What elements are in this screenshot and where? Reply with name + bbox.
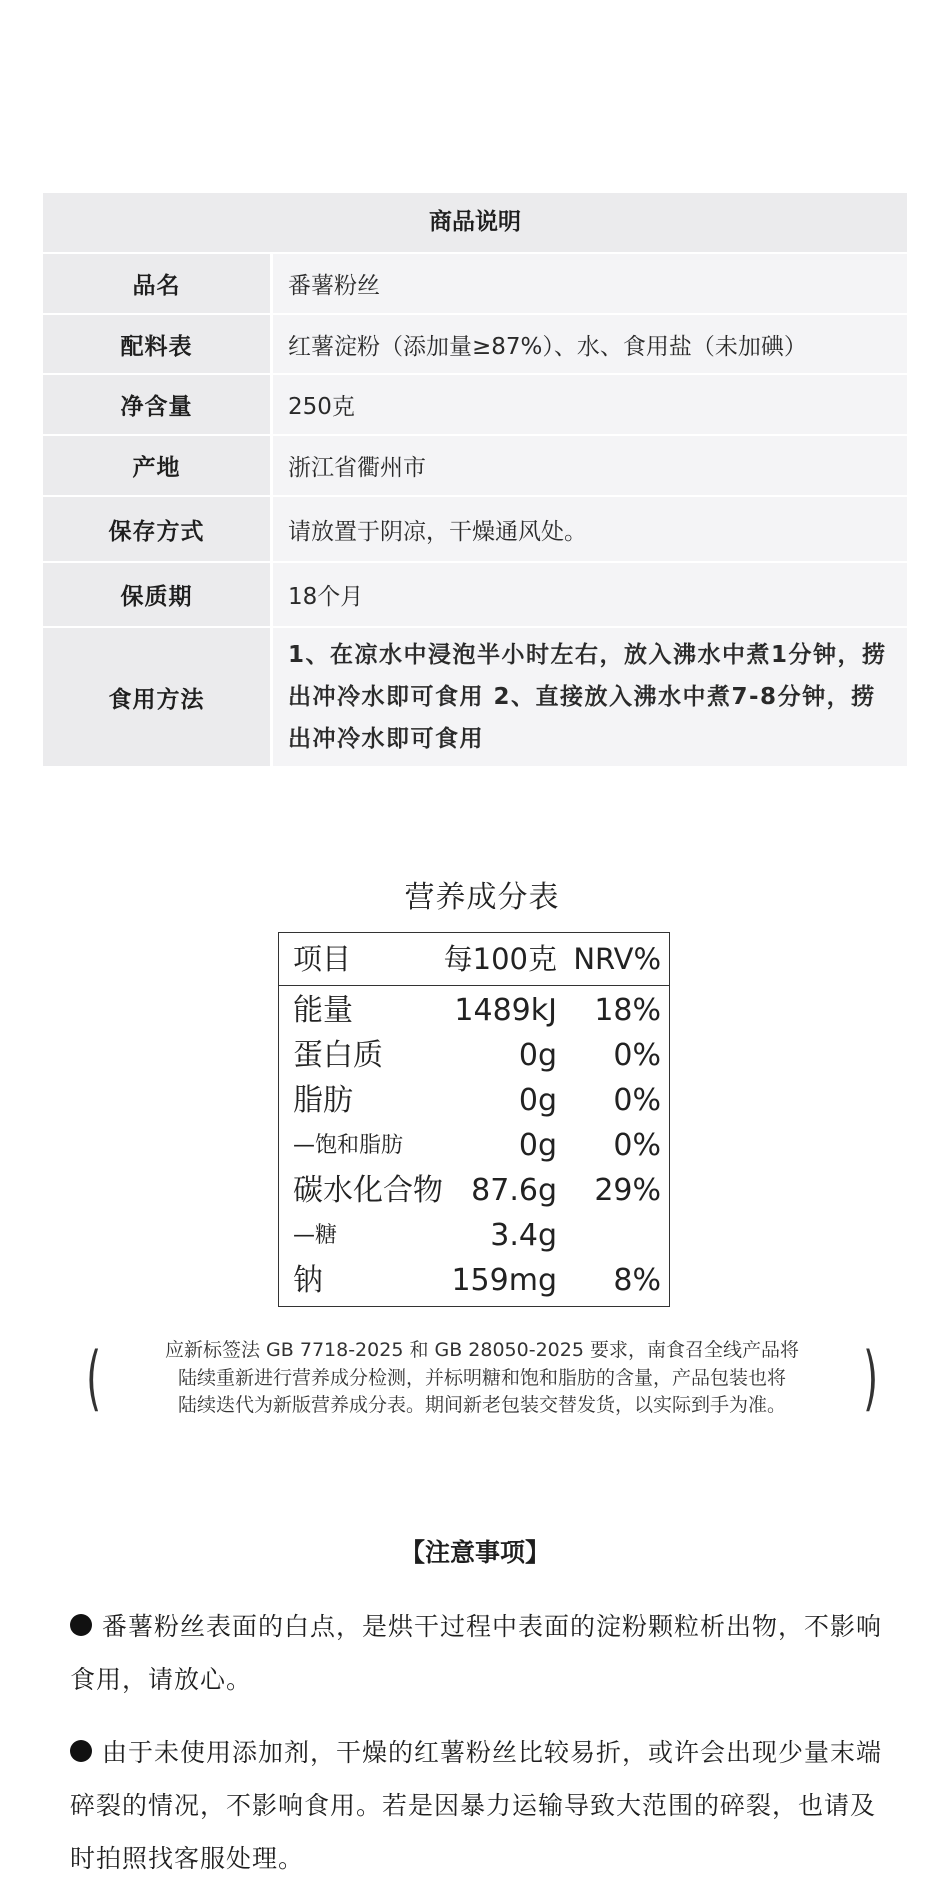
notice-line: 应新标签法 GB 7718-2025 和 GB 28050-2025 要求，南食召全线产品将 bbox=[165, 1339, 799, 1361]
caution-text: 由于未使用添加剂，干燥的红薯粉丝比较易折，或许会出现少量末端碎裂的情况，不影响食用。若是因暴力运输导致大范围的碎裂，也请及时拍照找客服处理。 bbox=[70, 1738, 883, 1873]
nutrition-row bbox=[279, 1033, 669, 1078]
row-value: 浙江省衢州市 bbox=[273, 436, 907, 495]
nutrient-nrv: 18% bbox=[594, 993, 661, 1028]
bullet-icon bbox=[70, 1614, 92, 1636]
table-row bbox=[43, 497, 907, 563]
notice-line: 陆续迭代为新版营养成分表。期间新老包装交替发货，以实际到手为准。 bbox=[177, 1394, 786, 1416]
table-row bbox=[43, 254, 907, 315]
column-header: 项目 bbox=[293, 942, 352, 976]
nutrition-row bbox=[279, 1258, 669, 1303]
table-row bbox=[43, 628, 907, 766]
row-value: 18个月 bbox=[273, 563, 907, 626]
nutrient-amount: 1489kJ bbox=[454, 993, 557, 1028]
row-label: 食用方法 bbox=[43, 628, 273, 766]
table-row bbox=[43, 375, 907, 436]
nutrition-row bbox=[279, 1123, 669, 1168]
row-label: 净含量 bbox=[43, 375, 273, 434]
row-label: 保质期 bbox=[43, 563, 273, 626]
row-value: 250克 bbox=[273, 375, 907, 434]
nutrient-name: 脂肪 bbox=[293, 1083, 353, 1118]
nutrient-amount: 87.6g bbox=[471, 1173, 557, 1208]
nutrition-row bbox=[279, 1213, 669, 1258]
nutrition-header-row bbox=[279, 933, 669, 986]
row-label: 品名 bbox=[43, 254, 273, 313]
nutrient-name: —糖 bbox=[293, 1223, 338, 1248]
nutrient-name: 蛋白质 bbox=[293, 1038, 383, 1073]
notice-text bbox=[116, 1337, 848, 1420]
bullet-icon bbox=[70, 1740, 92, 1762]
usage-method-text: 1、在凉水中浸泡半小时左右，放入沸水中煮1分钟，捞出冲冷水即可食用 2、直接放入沸水中煮7-8分钟，捞出冲冷水即可食用 bbox=[273, 628, 907, 766]
caution-item bbox=[70, 1600, 890, 1706]
nutrition-row bbox=[279, 1078, 669, 1123]
nutrition-table bbox=[278, 932, 670, 1307]
row-value: 番薯粉丝 bbox=[273, 254, 907, 313]
nutrient-nrv: 8% bbox=[613, 1263, 661, 1298]
nutrition-row bbox=[279, 988, 669, 1033]
nutrient-amount: 0g bbox=[518, 1083, 557, 1118]
caution-text: 番薯粉丝表面的白点，是烘干过程中表面的淀粉颗粒析出物，不影响食用，请放心。 bbox=[70, 1612, 883, 1694]
nutrient-amount: 159mg bbox=[451, 1263, 557, 1298]
row-value: 请放置于阴凉，干燥通风处。 bbox=[273, 497, 907, 561]
caution-item bbox=[70, 1726, 890, 1885]
column-header: 每100克 bbox=[443, 942, 557, 976]
table-row bbox=[43, 315, 907, 375]
column-header: NRV% bbox=[573, 942, 661, 976]
nutrient-amount: 3.4g bbox=[490, 1218, 557, 1253]
cautions-title: 【注意事项】 bbox=[399, 1538, 550, 1567]
nutrient-nrv: 0% bbox=[613, 1083, 661, 1118]
row-label: 产地 bbox=[43, 436, 273, 495]
table-row bbox=[43, 436, 907, 497]
product-info-header: 商品说明 bbox=[43, 193, 907, 254]
nutrient-name: —饱和脂肪 bbox=[293, 1133, 404, 1158]
nutrient-name: 碳水化合物 bbox=[293, 1173, 443, 1208]
row-value: 红薯淀粉（添加量≥87%）、水、食用盐（未加碘） bbox=[273, 315, 907, 373]
notice-line: 陆续重新进行营养成分检测，并标明糖和饱和脂肪的含量，产品包装也将 bbox=[177, 1366, 786, 1389]
product-info-table bbox=[43, 193, 907, 766]
nutrition-row bbox=[279, 1168, 669, 1213]
nutrition-title: 营养成分表 bbox=[404, 880, 560, 915]
nutrient-nrv: 0% bbox=[613, 1038, 661, 1073]
right-parenthesis: ) bbox=[862, 1337, 878, 1419]
label-standard-notice bbox=[86, 1337, 878, 1419]
nutrient-amount: 0g bbox=[518, 1128, 557, 1163]
left-parenthesis: ( bbox=[86, 1337, 102, 1419]
table-row bbox=[43, 563, 907, 628]
row-label: 配料表 bbox=[43, 315, 273, 373]
row-label: 保存方式 bbox=[43, 497, 273, 561]
nutrient-nrv: 29% bbox=[594, 1173, 661, 1208]
nutrient-nrv: 0% bbox=[613, 1128, 661, 1163]
nutrient-amount: 0g bbox=[518, 1038, 557, 1073]
nutrient-name: 钠 bbox=[293, 1263, 323, 1298]
nutrient-name: 能量 bbox=[293, 993, 353, 1028]
